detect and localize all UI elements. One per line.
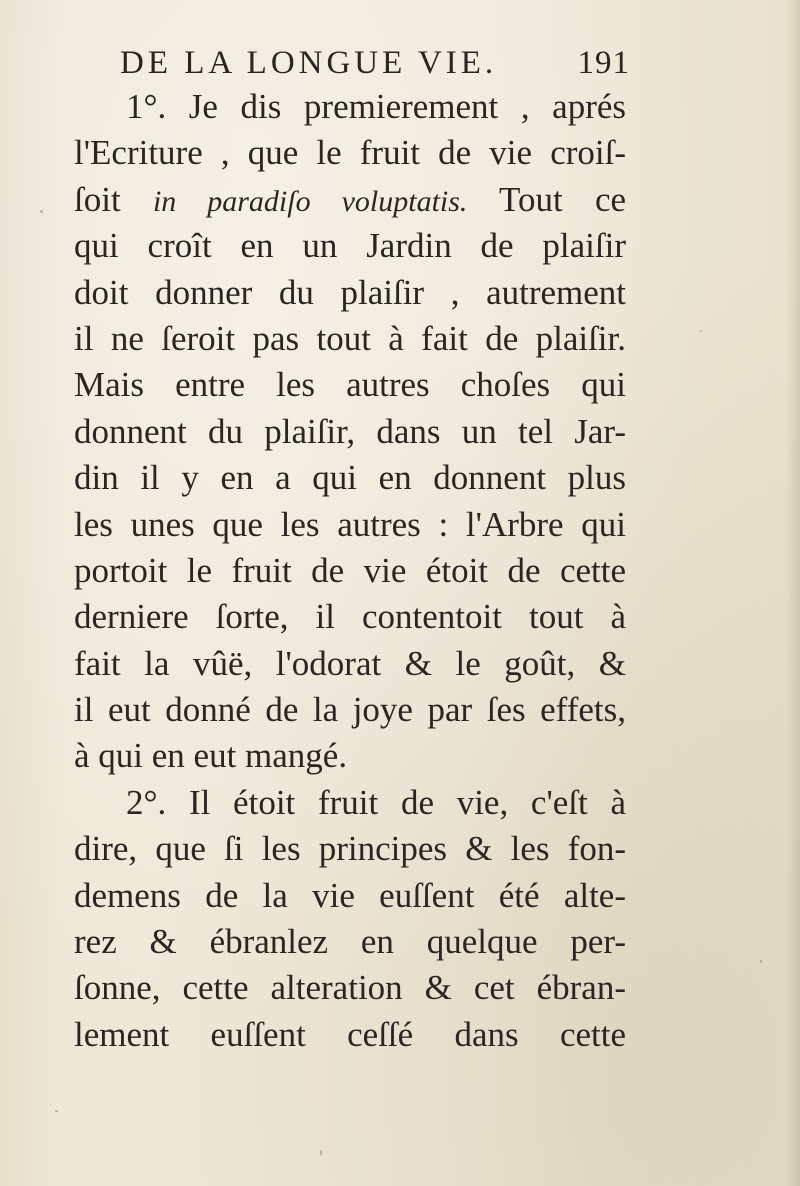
text-line: donnent du plaiſir, dans un tel Jar- (74, 411, 626, 451)
text-line: dire, que ſi les principes & les fon- (74, 829, 626, 869)
text-line: l'Ecriture , que le fruit de vie croiſ- (74, 133, 626, 173)
text-line: 1°. Je dis premierement , aprés (126, 87, 626, 126)
body-text (74, 84, 626, 1058)
paper-speck (320, 1150, 322, 1156)
text-line: doit donner du plaiſir , autrement (74, 272, 626, 312)
latin-quotation: in paradiſo voluptatis. (152, 184, 468, 218)
text-line: 2°. Il étoit fruit de vie, c'eſt à (126, 782, 626, 822)
paper-speck (760, 960, 762, 963)
text-line: rez & ébranlez en quelque per- (74, 922, 626, 962)
text-line: lement euſſent ceſſé dans cette (74, 1014, 626, 1054)
text-line (74, 177, 626, 223)
text-line: Mais entre les autres choſes qui (74, 365, 626, 405)
page-header (120, 38, 630, 88)
text-line: les unes que les autres : l'Arbre qui (74, 504, 626, 544)
page-number: 191 (577, 45, 630, 81)
paper-speck (700, 330, 702, 332)
text-line: il ne ſeroit pas tout à fait de plaiſir. (74, 318, 626, 358)
text-line: demens de la vie euſſent été alte- (74, 875, 626, 915)
text-line: ſonne, cette alteration & cet ébran- (74, 968, 626, 1008)
text-line: din il y en a qui en donnent plus (74, 458, 626, 498)
running-title: DE LA LONGUE VIE. (120, 45, 498, 81)
page-edge-shadow (786, 0, 800, 1186)
text-line: derniere ſorte, il contentoit tout à (74, 597, 626, 637)
text-line: fait la vûë, l'odorat & le goût, & (74, 643, 626, 683)
text-line: à qui en eut mangé. (74, 736, 348, 776)
text-line: il eut donné de la joye par ſes effets, (74, 690, 626, 730)
text-segment: Tout ce (499, 179, 627, 219)
paper-speck (40, 210, 43, 213)
paper-speck (55, 1110, 58, 1112)
text-line: portoit le fruit de vie étoit de cette (74, 550, 626, 590)
text-segment: ſoit (74, 179, 121, 219)
text-line: qui croît en un Jardin de plaiſir (74, 226, 626, 266)
